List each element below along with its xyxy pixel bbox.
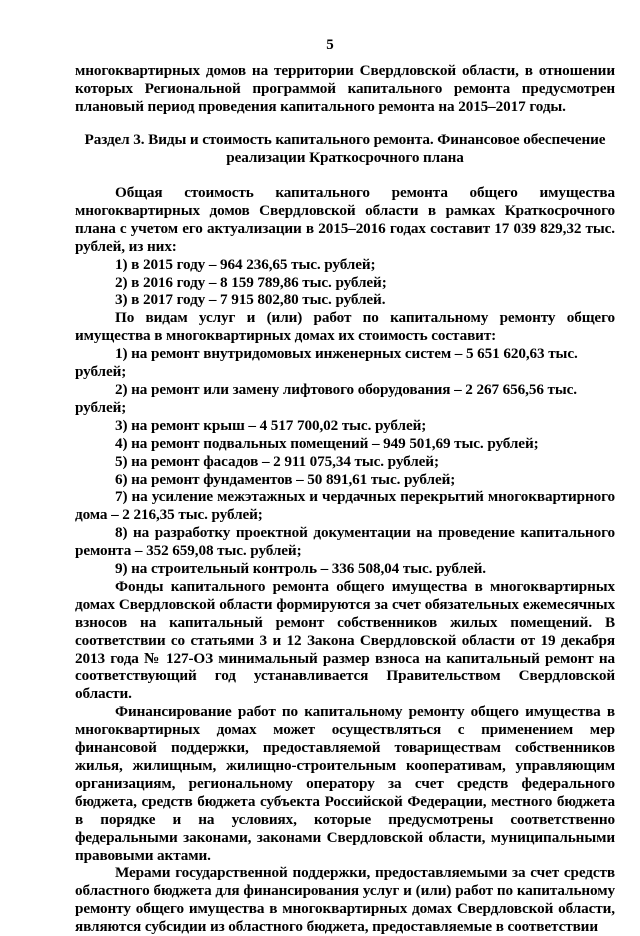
year-item: 3) в 2017 году – 7 915 802,80 тыс. рублей. xyxy=(115,291,386,309)
continuation-paragraph: многоквартирных домов на территории Свердловской области, в отношении которых Региональной программой капитального ремонта предусмотрен плановый период проведения капитального ремонта на 2015–2017 годы. xyxy=(75,62,615,115)
work-item: 4) на ремонт подвальных помещений – 949 501,69 тыс. рублей; xyxy=(115,434,539,452)
section-title: Раздел 3. Виды и стоимость капитального ремонта. Финансовое обеспечение реализации Краткосрочного плана xyxy=(84,131,606,166)
body-paragraph: Фонды капитального ремонта общего имущества в многоквартирных домах Свердловской области формируются за счет обязательных ежемесячных взносов на капитальный ремонт собственников жилых помещений. В соответствии со статьями 3 и 12 Закона Свердловской области от 19 декабря 2013 года № 127-ОЗ минимальный размер взноса на капитальный ремонт на соответствующий год устанавливается Правительством Свердловской области. xyxy=(75,577,615,703)
work-item: 6) на ремонт фундаментов – 50 891,61 тыс. рублей; xyxy=(115,470,456,488)
work-item: 3) на ремонт крыш – 4 517 700,02 тыс. рублей; xyxy=(115,416,427,434)
work-item: 1) на ремонт внутридомовых инженерных систем – 5 651 620,63 тыс. рублей; xyxy=(75,345,578,381)
work-item: 5) на ремонт фасадов – 2 911 075,34 тыс. рублей; xyxy=(115,452,439,470)
work-item: 2) на ремонт или замену лифтового оборудования – 2 267 656,56 тыс. рублей; xyxy=(75,380,577,416)
page-number: 5 xyxy=(326,37,334,53)
work-item: 8) на разработку проектной документации на проведение капитального ремонта – 352 659,08 тыс. рублей; xyxy=(75,524,615,560)
section-body xyxy=(75,184,615,936)
works-intro-paragraph: По видам услуг и (или) работ по капитальному ремонту общего имущества в многоквартирных домах их стоимость составит: xyxy=(75,309,615,345)
work-item: 7) на усиление межэтажных и чердачных перекрытий многоквартирного дома – 2 216,35 тыс. рублей; xyxy=(75,488,615,524)
body-paragraph: Финансирование работ по капитальному ремонту общего имущества в многоквартирных домах может осуществляться с применением мер финансовой поддержки, предоставляемой товариществам собственников жилья, жилищным, жилищно-строительным кооперативам, управляющим организациям, региональному оператору за счет средств федерального бюджета, средств бюджета субъекта Российской Федерации, местного бюджета в порядке и на условиях, которые предусмотрены соответственно федеральными законами, законами Свердловской области, муниципальными правовыми актами. xyxy=(75,703,615,864)
body-paragraph: Мерами государственной поддержки, предоставляемыми за счет средств областного бюджета для финансирования услуг и (или) работ по капитальному ремонту общего имущества в многоквартирных домах Свердловской области, являются субсидии из областного бюджета, предоставляемые в соответствии xyxy=(75,864,615,936)
work-item: 9) на строительный контроль – 336 508,04 тыс. рублей. xyxy=(115,560,486,578)
year-item: 2) в 2016 году – 8 159 789,86 тыс. рублей; xyxy=(115,273,387,291)
year-item: 1) в 2015 году – 964 236,65 тыс. рублей; xyxy=(115,255,376,273)
intro-paragraph: Общая стоимость капитального ремонта общего имущества многоквартирных домов Свердловской области в рамках Краткосрочного плана с учетом его актуализации в 2015–2016 годах составит 17 039 829,32 тыс. рублей, из них: xyxy=(75,184,615,255)
